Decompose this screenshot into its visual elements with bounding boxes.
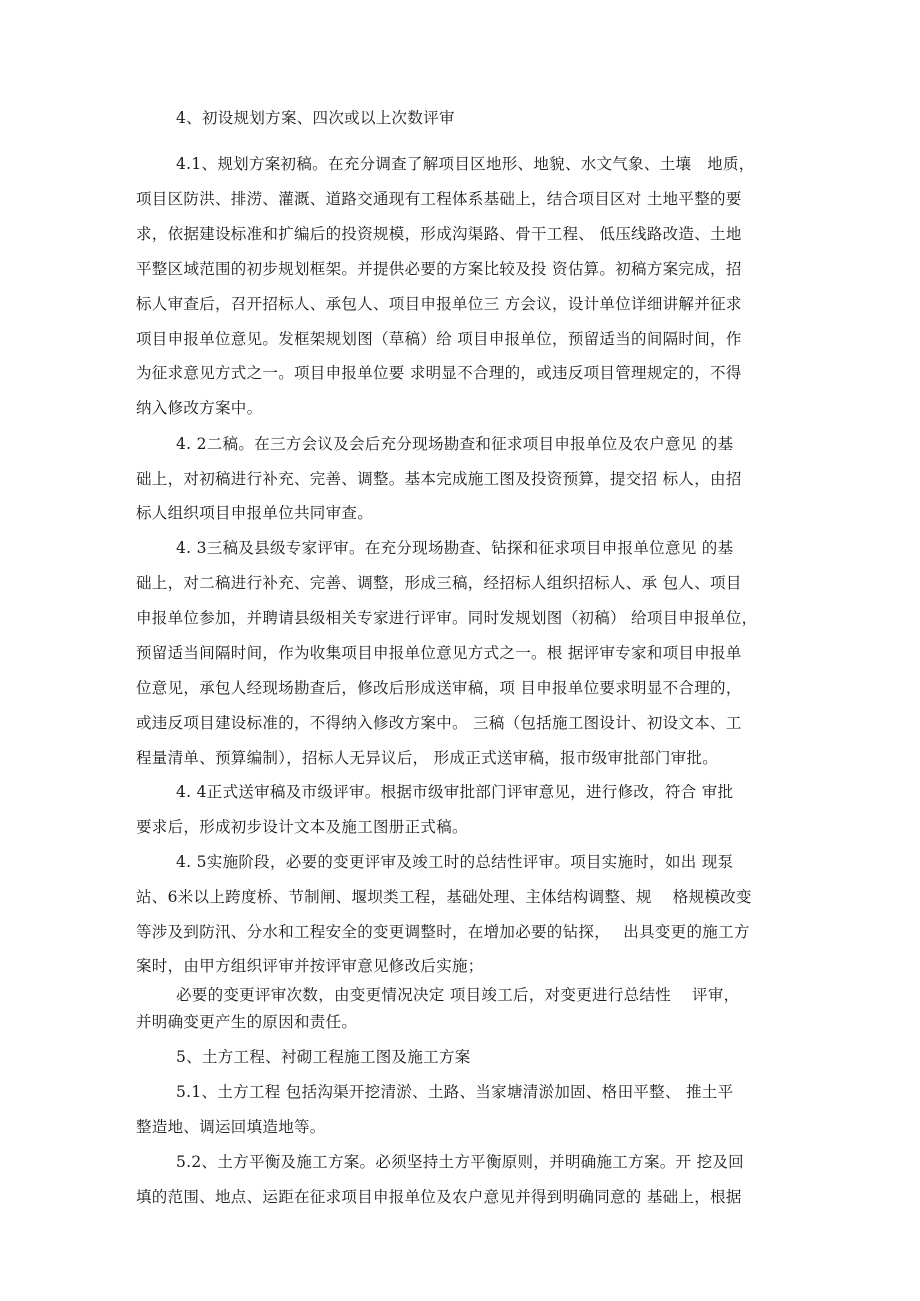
change-review-line: 并明确变更产生的原因和责任。 xyxy=(136,1013,358,1031)
paragraph-4-1-line: 求，依据建设标准和扩编后的投资规模，形成沟渠路、骨干工程、 低压线路改造、土地 xyxy=(136,225,742,243)
paragraph-4-5-line: 4. 5实施阶段，必要的变更评审及竣工时的总结性评审。项目实施时，如出 现泵 xyxy=(176,853,734,871)
paragraph-5-2-line: 填的范围、地点、运距在征求项目申报单位及农户意见并得到明确同意的 基础上，根据 xyxy=(136,1188,742,1206)
paragraph-4-3-line: 申报单位参加，并聘请县级相关专家进行评审。同时发规划图（初稿） 给项目申报单位， xyxy=(136,609,758,627)
paragraph-4-1-line: 4.1、规划方案初稿。在充分调查了解项目区地形、地貌、水文气象、土壤 地质， xyxy=(176,155,755,173)
paragraph-4-2-line: 础上，对初稿进行补充、完善、调整。基本完成施工图及投资预算，提交招 标人，由招 xyxy=(136,470,742,488)
paragraph-5-1-line: 5.1、土方工程 包括沟渠开挖清淤、土路、当家塘清淤加固、格田平整、 推土平 xyxy=(176,1083,734,1101)
paragraph-4-4-line: 4. 4正式送审稿及市级评审。根据市级审批部门评审意见，进行修改，符合 审批 xyxy=(176,783,734,801)
paragraph-4-3-line: 预留适当间隔时间，作为收集项目申报单位意见方式之一。根 据评审专家和项目申报单 xyxy=(136,644,742,662)
paragraph-5-1-line: 整造地、调运回填造地等。 xyxy=(136,1118,326,1136)
paragraph-4-3-line: 础上，对二稿进行补充、完善、调整，形成三稿，经招标人组织招标人、承 包人、项目 xyxy=(136,574,742,592)
paragraph-4-3-line: 4. 3三稿及县级专家评审。在充分现场勘查、钻探和征求项目申报单位意见 的基 xyxy=(176,539,734,557)
paragraph-4-2-line: 标人组织项目申报单位共同审查。 xyxy=(136,504,374,522)
paragraph-4-1-line: 纳入修改方案中。 xyxy=(136,399,263,417)
paragraph-4-1-line: 为征求意见方式之一。项目申报单位要 求明显不合理的，或违反项目管理规定的，不得 xyxy=(136,364,742,382)
paragraph-4-1-line: 标人审查后，召开招标人、承包人、项目申报单位三 方会议，设计单位详细讲解并征求 xyxy=(136,295,742,313)
paragraph-4-2-line: 4. 2二稿。在三方会议及会后充分现场勘查和征求项目申报单位及农户意见 的基 xyxy=(176,435,734,453)
paragraph-4-5-line: 站、6米以上跨度桥、节制闸、堰坝类工程，基础处理、主体结构调整、规 格规模改变 xyxy=(136,888,752,906)
paragraph-4-3-line: 程量清单、预算编制），招标人无异议后， 形成正式送审稿，报市级审批部门审批。 xyxy=(136,749,719,767)
section-4-heading: 4、初设规划方案、四次或以上次数评审 xyxy=(176,109,455,127)
paragraph-4-3-line: 或违反项目建设标准的，不得纳入修改方案中。 三稿（包括施工图设计、初设文本、工 xyxy=(136,714,742,732)
paragraph-4-5-line: 案时，由甲方组织评审并按评审意见修改后实施； xyxy=(136,957,484,975)
paragraph-4-1-line: 项目区防洪、排涝、灌溉、道路交通现有工程体系基础上，结合项目区对 土地平整的要 xyxy=(136,190,742,208)
paragraph-4-5-line: 等涉及到防汛、分水和工程安全的变更调整时，在增加必要的钻探， 出具变更的施工方 xyxy=(136,923,750,941)
paragraph-4-3-line: 位意见，承包人经现场勘查后，修改后形成送审稿，项 目申报单位要求明显不合理的， xyxy=(136,679,742,697)
paragraph-4-1-line: 平整区域范围的初步规划框架。并提供必要的方案比较及投 资估算。初稿方案完成，招 xyxy=(136,260,742,278)
paragraph-4-4-line: 要求后，形成初步设计文本及施工图册正式稿。 xyxy=(136,818,468,836)
paragraph-4-1-line: 项目申报单位意见。发框架规划图（草稿）给 项目申报单位，预留适当的间隔时间，作 xyxy=(136,330,742,348)
section-5-heading: 5、土方工程、衬砌工程施工图及施工方案 xyxy=(176,1048,471,1066)
change-review-line: 必要的变更评审次数，由变更情况决定 项目竣工后，对变更进行总结性 评审， xyxy=(176,986,740,1004)
paragraph-5-2-line: 5.2、土方平衡及施工方案。必须坚持土方平衡原则，并明确施工方案。开 挖及回 xyxy=(176,1153,744,1171)
